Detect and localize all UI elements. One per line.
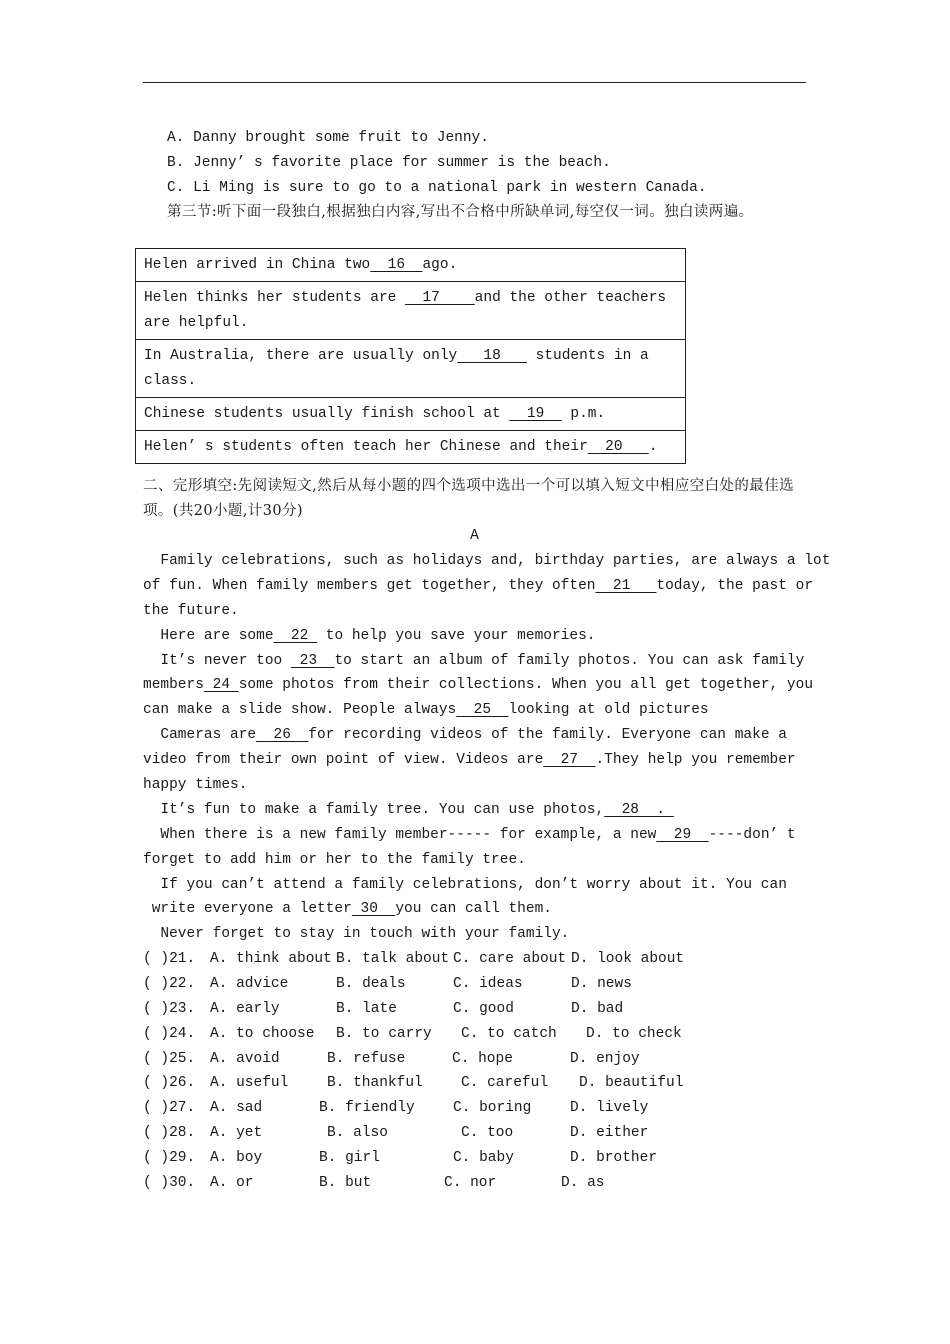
- question-row: [143, 1047, 806, 1072]
- choice-c[interactable]: C. to catch: [461, 1025, 557, 1042]
- passage-line: [143, 649, 806, 674]
- choice-d[interactable]: D. enjoy: [570, 1050, 640, 1067]
- table-row: [136, 398, 686, 431]
- choice-b[interactable]: B. also: [327, 1125, 388, 1142]
- question-row: [143, 1096, 806, 1121]
- question-row: [143, 1121, 806, 1146]
- passage-text: Cameras are: [143, 727, 257, 744]
- choice-c[interactable]: C. boring: [453, 1100, 532, 1117]
- choice-d[interactable]: D. bad: [571, 1000, 624, 1017]
- question-number: ( )27.: [143, 1100, 196, 1117]
- choice-c[interactable]: C. too: [461, 1125, 514, 1142]
- row-text: Helen arrived in China two: [144, 257, 371, 273]
- answer-blank[interactable]: 19: [509, 406, 562, 422]
- choice-a[interactable]: A. avoid: [210, 1050, 280, 1067]
- choice-b[interactable]: B. to carry: [336, 1025, 432, 1042]
- choice-b[interactable]: B. refuse: [327, 1050, 406, 1067]
- passage-text: ----don’ t: [708, 826, 796, 843]
- passage-text: It’s never too: [143, 652, 291, 669]
- question-row: [143, 1171, 806, 1196]
- table-cell: [136, 249, 686, 282]
- passage-label: A: [470, 528, 479, 544]
- cloze-blank[interactable]: 23: [290, 652, 335, 669]
- choice-a[interactable]: A. early: [210, 1000, 280, 1017]
- table-row: [136, 340, 686, 398]
- passage-text: the future.: [143, 602, 239, 619]
- passage-text: video from their own point of view. Videos are: [143, 752, 544, 769]
- question-number: ( )29.: [143, 1150, 196, 1167]
- row-text: Helen’ s students often teach her Chinese and their: [144, 439, 588, 455]
- choice-a[interactable]: A. think about: [210, 951, 332, 967]
- table-cell: [136, 282, 686, 340]
- choice-c[interactable]: C. care about: [453, 951, 567, 967]
- passage-text: for recording videos of the family. Everyone can make a: [308, 727, 787, 744]
- choice-d[interactable]: D. news: [571, 975, 632, 992]
- choice-c[interactable]: C. baby: [453, 1150, 514, 1167]
- row-text: Helen thinks her students are: [144, 290, 406, 306]
- choice-d[interactable]: D. look about: [571, 951, 685, 967]
- question-row: [143, 972, 806, 997]
- passage-text: forget to add him or her to the family tree.: [143, 851, 526, 868]
- answer-blank[interactable]: 16: [370, 257, 423, 273]
- passage-line: [143, 748, 806, 773]
- row-text: students in a class.: [144, 348, 658, 389]
- passage-line: [143, 798, 806, 823]
- question-row: [143, 1146, 806, 1171]
- choice-a[interactable]: A. or: [210, 1175, 254, 1192]
- row-text: In Australia, there are usually only: [144, 348, 458, 364]
- cloze-blank[interactable]: 25: [456, 702, 509, 719]
- listening-options: [143, 126, 806, 201]
- choice-b[interactable]: B. late: [336, 1000, 397, 1017]
- passage-line: [143, 599, 806, 624]
- passage-text: some photos from their collections. When you all get together, you: [238, 677, 814, 694]
- row-text: ago.: [422, 257, 458, 273]
- passage-text: of fun. When family members get together, they often: [143, 577, 596, 594]
- choice-d[interactable]: D. lively: [570, 1100, 649, 1117]
- passage-text: members: [143, 677, 204, 694]
- option-a: A. Danny brought some fruit to Jenny.: [167, 130, 489, 146]
- choice-b[interactable]: B. friendly: [319, 1100, 415, 1117]
- passage-line: [143, 922, 806, 947]
- choice-a[interactable]: A. useful: [210, 1075, 289, 1092]
- passage-text: to start an album of family photos. You can ask family: [334, 652, 805, 669]
- question-number: ( )26.: [143, 1075, 196, 1092]
- question-row: [143, 1071, 806, 1096]
- passage-line: [143, 698, 806, 723]
- choice-d[interactable]: D. beautiful: [579, 1075, 684, 1092]
- question-number: ( )25.: [143, 1050, 196, 1067]
- choice-c[interactable]: C. good: [453, 1000, 514, 1017]
- passage-text: If you can’t attend a family celebrations, don’t worry about it. You can: [143, 876, 787, 893]
- question-row: [143, 997, 806, 1022]
- choice-b[interactable]: B. talk about: [336, 951, 450, 967]
- cloze-blank[interactable]: 28 .: [604, 801, 674, 818]
- passage-text: to help you save your memories.: [317, 627, 596, 644]
- cloze-blank[interactable]: 27: [543, 752, 596, 769]
- choice-c[interactable]: C. careful: [461, 1075, 549, 1092]
- fill-in-table: [135, 248, 686, 464]
- answer-blank[interactable]: 17: [405, 290, 475, 306]
- choice-b[interactable]: B. girl: [319, 1150, 380, 1167]
- choice-a[interactable]: A. boy: [210, 1150, 263, 1167]
- cloze-blank[interactable]: 21: [595, 577, 657, 594]
- choice-d[interactable]: D. to check: [586, 1025, 682, 1042]
- passage-line: [143, 873, 806, 898]
- table-cell: [136, 398, 686, 431]
- passage-line: [143, 574, 814, 599]
- choice-d[interactable]: D. as: [561, 1175, 605, 1192]
- row-text: p.m.: [561, 406, 606, 422]
- cloze-blank[interactable]: 29: [656, 826, 709, 843]
- option-c: C. Li Ming is sure to go to a national park in western Canada.: [167, 179, 707, 196]
- passage-line: [143, 723, 806, 748]
- answer-blank[interactable]: 18: [457, 348, 527, 364]
- passage-text: Never forget to stay in touch with your family.: [143, 926, 570, 943]
- cloze-passage: [143, 549, 831, 947]
- passage-text: Family celebrations, such as holidays and, birthday parties, are always a lot: [143, 553, 831, 569]
- passage-text: Here are some: [143, 627, 274, 644]
- passage-line: [143, 624, 806, 649]
- passage-line: [143, 897, 806, 922]
- table-row: [136, 249, 686, 282]
- choice-a[interactable]: A. sad: [210, 1100, 263, 1117]
- cloze-blank[interactable]: 26: [256, 727, 309, 744]
- choice-c[interactable]: C. hope: [452, 1050, 513, 1067]
- table-cell: [136, 431, 686, 464]
- passage-line: [143, 549, 831, 574]
- row-text: Chinese students usually finish school at: [144, 406, 510, 422]
- question-number: ( )21.: [143, 951, 196, 967]
- question-row: [143, 1022, 806, 1047]
- choice-a[interactable]: A. yet: [210, 1125, 263, 1142]
- table-cell: [136, 340, 686, 398]
- question-row: [143, 947, 806, 972]
- passage-text: can make a slide show. People always: [143, 702, 457, 719]
- choice-b[interactable]: B. deals: [336, 975, 406, 992]
- passage-text: happy times.: [143, 777, 248, 794]
- question-number: ( )28.: [143, 1125, 196, 1142]
- choice-a[interactable]: A. to choose: [210, 1025, 315, 1042]
- part2-instruction: 二、完形填空:先阅读短文,然后从每小题的四个选项中选出一个可以填入短文中相应空白处的最佳选项。(共20小题,计30分): [143, 478, 794, 519]
- answer-blank[interactable]: 20: [587, 439, 649, 455]
- cloze-blank[interactable]: 30: [351, 901, 396, 918]
- passage-text: looking at old pictures: [508, 702, 709, 719]
- passage-text: today, the past or: [656, 577, 814, 594]
- passage-line: [143, 673, 814, 698]
- choice-b[interactable]: B. but: [319, 1175, 372, 1192]
- passage-text: .They help you remember: [595, 752, 796, 769]
- table-row: [136, 431, 686, 464]
- passage-text: It’s fun to make a family tree. You can use photos,: [143, 801, 605, 818]
- passage-line: [143, 773, 806, 798]
- passage-line: [143, 848, 806, 873]
- section3-instruction: 第三节:听下面一段独白,根据独白内容,写出不合格中所缺单词,每空仅一词。独白读两遍。: [167, 204, 754, 220]
- choice-d[interactable]: D. brother: [570, 1150, 658, 1167]
- passage-text: you can call them.: [395, 901, 552, 918]
- row-text: and the other teachers are helpful.: [144, 290, 675, 331]
- choice-c[interactable]: C. ideas: [453, 975, 523, 992]
- question-number: ( )30.: [143, 1175, 196, 1192]
- choice-d[interactable]: D. either: [570, 1125, 649, 1142]
- header-rule: [143, 82, 806, 83]
- passage-line: [143, 823, 806, 848]
- question-number: ( )22.: [143, 975, 196, 992]
- question-list: [143, 947, 806, 1196]
- choice-c[interactable]: C. nor: [444, 1175, 497, 1192]
- passage-text: write everyone a letter: [143, 901, 352, 918]
- row-text: .: [648, 439, 658, 455]
- choice-a[interactable]: A. advice: [210, 975, 289, 992]
- question-number: ( )24.: [143, 1025, 196, 1042]
- option-b: B. Jenny’ s favorite place for summer is the beach.: [167, 154, 611, 171]
- passage-text: When there is a new family member----- for example, a new: [143, 826, 657, 843]
- cloze-blank[interactable]: 24: [203, 677, 239, 694]
- choice-b[interactable]: B. thankful: [327, 1075, 423, 1092]
- question-number: ( )23.: [143, 1000, 196, 1017]
- table-row: [136, 282, 686, 340]
- cloze-blank[interactable]: 22: [273, 627, 318, 644]
